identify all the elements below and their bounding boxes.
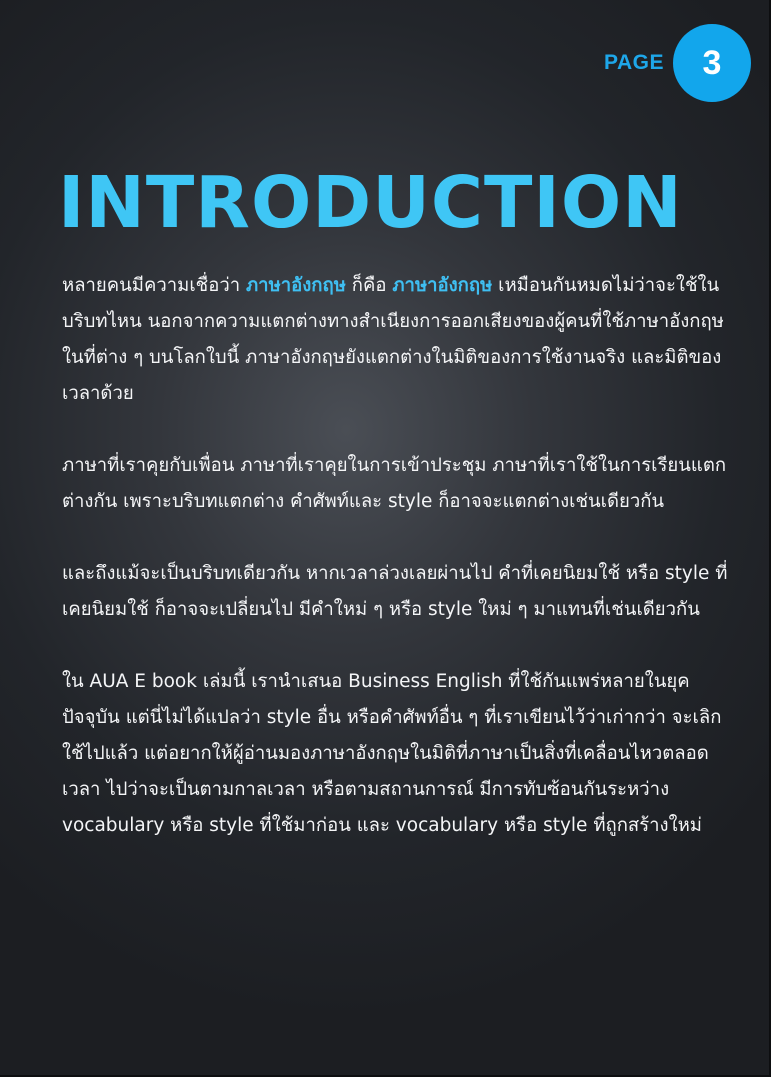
paragraph-1-text-b: ก็คือ (345, 275, 393, 296)
paragraph-4: ใน AUA E book เล่มนี้ เรานำเสนอ Business English ที่ใช้กันแพร่หลายในยุคปัจจุบัน แต่นี่ไม่ได้แปลว่า style อื่น หรือคำศัพท์อื่น ๆ ที่เราเขียนไว้ว่าเก่ากว่า จะเลิกใช้ไปแล้ว แต่อยากให้ผู้อ่านมองภาษาอังกฤษในมิติที่ภาษาเป็นสิ่งที่เคลื่อนไหวตลอดเวลา ไปว่าจะเป็นตามกาลเวลา หรือตามสถานการณ์ มีการทับซ้อนกันระหว่าง vocabulary หรือ style ที่ใช้มาก่อน และ vocabulary หรือ style ที่ถูกสร้างใหม่ (62, 671, 722, 836)
paragraph-1 (62, 268, 732, 412)
page-indicator (604, 24, 751, 102)
highlight-term-1: ภาษาอังกฤษ (245, 275, 346, 296)
page-title: INTRODUCTION (58, 161, 683, 244)
body-text (62, 268, 732, 880)
paragraph-2: ภาษาที่เราคุยกับเพื่อน ภาษาที่เราคุยในการเข้าประชุม ภาษาที่เราใช้ในการเรียนแตกต่างกัน เพราะบริบทแตกต่าง คำศัพท์และ style ก็อาจจะแตกต่างเช่นเดียวกัน (62, 455, 727, 512)
page-number-circle: 3 (673, 24, 751, 102)
paragraph-1-text-a: หลายคนมีความเชื่อว่า (62, 275, 246, 296)
page-label: PAGE (604, 51, 664, 74)
paragraph-1-text-c: เหมือนกันหมดไม่ว่าจะใช้ในบริบทไหน นอกจากความแตกต่างทางสำเนียงการออกเสียงของผู้คนที่ใช้ภาษาอังกฤษในที่ต่าง ๆ บนโลกใบนี้ ภาษาอังกฤษยังแตกต่างในมิติของการใช้งานจริง และมิติของเวลาด้วย (62, 275, 724, 404)
highlight-term-2: ภาษาอังกฤษ (392, 275, 493, 296)
paragraph-3: และถึงแม้จะเป็นบริบทเดียวกัน หากเวลาล่วงเลยผ่านไป คำที่เคยนิยมใช้ หรือ style ที่เคยนิยมใช้ ก็อาจจะเปลี่ยนไป มีคำใหม่ ๆ หรือ style ใหม่ ๆ มาแทนที่เช่นเดียวกัน (62, 563, 728, 620)
